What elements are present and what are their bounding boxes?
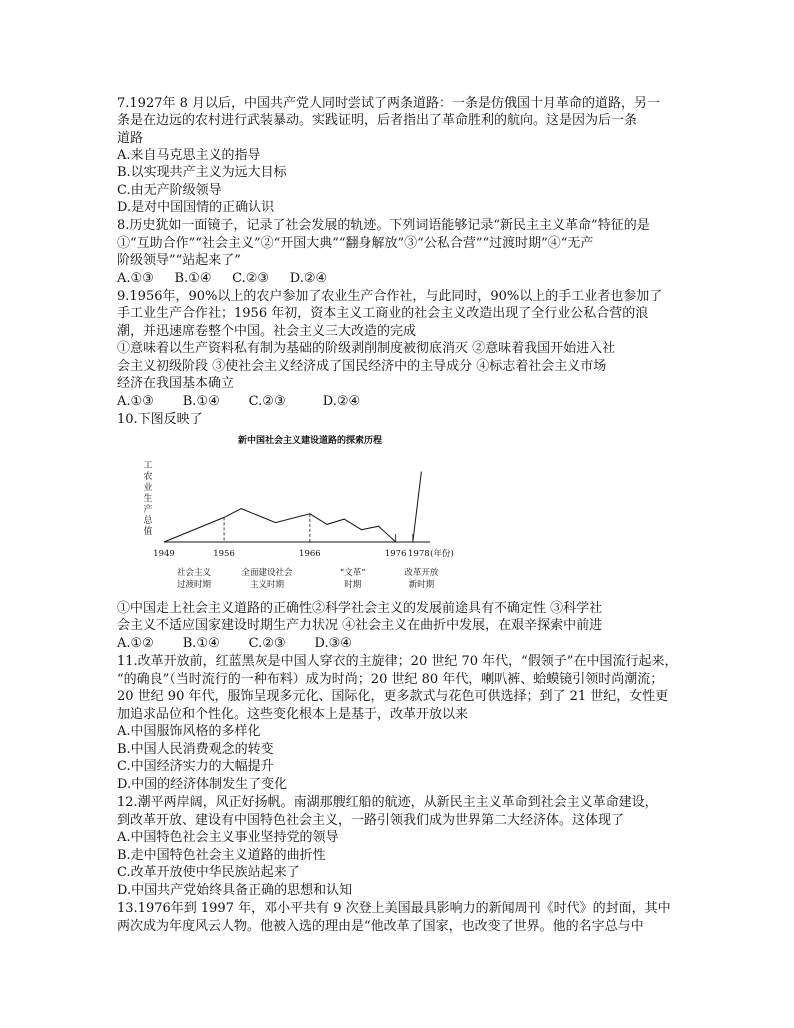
q7-option-d: D.是对中国国情的正确认识: [117, 200, 275, 215]
q8-options: A.①③ B.①④ C.②③ D.②④: [117, 271, 328, 286]
q10-statements-line-2: 会主义不适应国家建设时期生产力状况 ④社会主义在曲折中发展，在艰辛探索中前进: [117, 618, 603, 633]
x-tick-label: 1978: [408, 549, 430, 559]
q10-options: A.①② B.①④ C.②③ D.③④: [117, 636, 352, 651]
q12-option-a: A.中国特色社会主义事业坚持党的领导: [117, 830, 339, 845]
exploration-chart: [140, 432, 480, 592]
x-tick-label: 1949: [153, 549, 175, 559]
q13-stem-line-2: 两次成为年度风云人物。他被入选的理由是“他改革了国家，也改变了世界。他的名字总与中: [117, 919, 644, 934]
q10-stem: 10.下图反映了: [117, 412, 203, 427]
q9-stem-line-3: 潮，并迅速席卷整个中国。社会主义三大改造的完成: [117, 324, 417, 339]
q12-option-c: C.改革开放使中华民族站起来了: [117, 865, 300, 880]
q9-stem-line-4: ①意味着以生产资料私有制为基础的阶级剥削制度被彻底消灭 ②意味着我国开始进入社: [117, 341, 616, 356]
q11-stem-line-2: “的确良”（当时流行的一种布料）成为时尚；20 世纪 80 年代，喇叭裤、蛤蟆镜引领时尚潮流；: [117, 672, 664, 687]
q7-stem-line-3: 道路: [117, 131, 144, 146]
x-tick-label: 1976: [384, 549, 407, 559]
period-label: 新时期: [408, 580, 435, 590]
x-tick-label: 1966: [299, 549, 321, 559]
q7-option-b: B.以实现共产主义为远大目标: [117, 165, 287, 180]
q11-option-c: C.中国经济实力的大幅提升: [117, 759, 274, 774]
q10-statements-line-1: ①中国走上社会主义道路的正确性②科学社会主义的发展前途具有不确定性 ③科学社: [117, 601, 603, 616]
q12-option-d: D.中国共产党始终具备正确的思想和认知: [117, 883, 353, 898]
x-unit-label: (年份): [430, 549, 454, 559]
period-label: 主义时期: [249, 580, 284, 590]
q7-stem-line-2: 条是在边远的农村进行武装暴动。实践证明，后者指出了革命胜利的航向。这是因为后一条: [117, 113, 638, 128]
x-tick-label: 1956: [213, 549, 235, 559]
q11-stem-line-1: 11.改革开放前，红蓝黑灰是中国人穿衣的主旋律；20 世纪 70 年代，“假领子”在中国流行起来，: [117, 654, 678, 669]
q9-stem-line-1: 9.1956年，90%以上的农户参加了农业生产合作社，与此同时，90%以上的手工业者也参加了: [117, 289, 663, 304]
q11-stem-line-4: 加追求品位和个性化。这些变化根本上是基于，改革开放以来: [117, 707, 469, 722]
q7-option-c: C.由无产阶级领导: [117, 183, 222, 198]
q12-stem-line-2: 到改革开放、建设有中国特色社会主义，一路引领我们成为世界第二大经济体。这体现了: [117, 813, 625, 828]
period-label: “文革”: [339, 568, 366, 578]
y-axis-label-char: 总: [143, 516, 153, 526]
period-label: 过渡时期: [177, 580, 212, 590]
q12-stem-line-1: 12.潮平两岸阔，风正好扬帆。南湖那艘红船的航迹，从新民主主义革命到社会主义革命建设，: [117, 795, 658, 810]
q12-option-b: B.走中国特色社会主义道路的曲折性: [117, 848, 326, 863]
q8-stem-line-1: 8.历史犹如一面镜子，记录了社会发展的轨迹。下列词语能够记录“新民主主义革命”特征的是: [117, 218, 650, 233]
y-axis-label-char: 工: [143, 461, 153, 471]
y-axis-label-char: 业: [143, 483, 153, 493]
q9-options: A.①③ B.①④ C.②③ D.②④: [117, 394, 361, 409]
y-axis-label-char: 农: [143, 472, 153, 482]
period-label: 改革开放: [404, 568, 439, 578]
period-label: 全面建设社会: [241, 568, 293, 578]
q9-stem-line-6: 经济在我国基本确立: [117, 376, 235, 391]
q11-stem-line-3: 20 世纪 90 年代，服饰呈现多元化、国际化，更多款式与花色可供选择；到了 21 世纪，女性更: [117, 689, 669, 704]
series-line: [164, 472, 421, 542]
chart-title: 新中国社会主义建设道路的探索历程: [237, 436, 383, 446]
q8-stem-line-2: ①“互助合作”“社会主义”②“开国大典”“翻身解放”③“公私合营”“过渡时期”④“无产: [117, 236, 594, 251]
q8-stem-line-3: 阶级领导”“站起来了”: [117, 253, 241, 268]
q11-option-d: D.中国的经济体制发生了变化: [117, 777, 288, 792]
q9-stem-line-5: 会主义初级阶段 ③使社会主义经济成了国民经济中的主导成分 ④标志着社会主义市场: [117, 359, 607, 374]
q7-option-a: A.来自马克思主义的指导: [117, 148, 261, 163]
q11-option-b: B.中国人民消费观念的转变: [117, 742, 274, 757]
q7-stem-line-1: 7.1927年 8 月以后，中国共产党人同时尝试了两条道路：一条是仿俄国十月革命的道路，另一: [117, 96, 661, 111]
y-axis-label-char: 生: [143, 494, 153, 504]
y-axis-label-char: 值: [143, 527, 153, 537]
period-label: 时期: [344, 580, 362, 590]
q9-stem-line-2: 手工业生产合作社；1956 年初，资本主义工商业的社会主义改造出现了全行业公私合营的浪: [117, 306, 649, 321]
y-axis-label-char: 产: [143, 505, 153, 515]
exploration-chart-svg: [140, 432, 480, 592]
q11-option-a: A.中国服饰风格的多样化: [117, 724, 261, 739]
period-label: 社会主义: [177, 568, 212, 578]
q13-stem-line-1: 13.1976年到 1997 年，邓小平共有 9 次登上美国最具影响力的新闻周刊《时代》的封面，其中: [117, 901, 671, 916]
